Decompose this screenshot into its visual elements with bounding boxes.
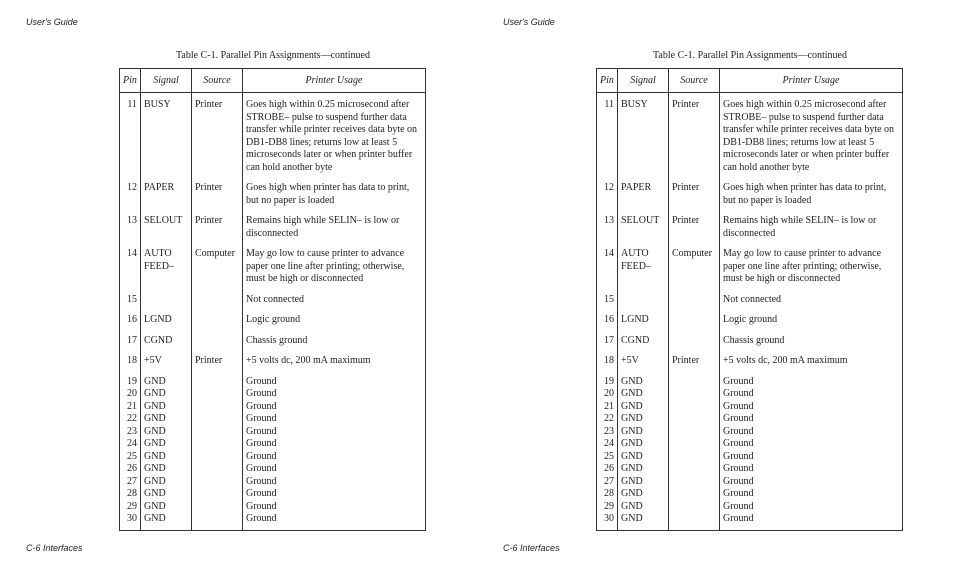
table-row <box>120 463 426 476</box>
cell-usage: Not connected <box>246 293 305 305</box>
cell-usage: +5 volts dc, 200 mA maximum <box>246 355 371 366</box>
cell-source <box>192 488 243 501</box>
cell-signal: GND <box>618 413 669 426</box>
table-row <box>120 294 426 315</box>
table-row <box>120 388 426 401</box>
cell-usage: Ground <box>246 450 277 462</box>
right-page <box>477 0 954 580</box>
cell-pin: 16 <box>597 314 618 335</box>
table-caption: Table C-1. Parallel Pin Assignments—continued <box>176 50 370 61</box>
cell-signal: GND <box>141 513 192 530</box>
table-header-row <box>597 69 903 93</box>
cell-signal: +5V <box>141 355 192 376</box>
table-row <box>597 182 903 215</box>
cell-source: Computer <box>669 248 720 294</box>
cell-signal: CGND <box>141 335 192 356</box>
cell-pin: 18 <box>120 355 141 376</box>
cell-pin: 12 <box>120 182 141 215</box>
cell-signal: +5V <box>618 355 669 376</box>
cell-signal: GND <box>618 476 669 489</box>
cell-usage: Not connected <box>723 293 782 305</box>
table-row <box>597 413 903 426</box>
cell-usage: Ground <box>246 413 277 424</box>
cell-source <box>669 426 720 439</box>
cell-source <box>192 335 243 356</box>
column-header-pin: Pin <box>120 69 141 93</box>
cell-pin: 25 <box>597 451 618 464</box>
table-caption: Table C-1. Parallel Pin Assignments—continued <box>653 50 847 61</box>
cell-source <box>192 463 243 476</box>
cell-signal: CGND <box>618 335 669 356</box>
cell-pin: 20 <box>120 388 141 401</box>
cell-signal: GND <box>618 488 669 501</box>
cell-usage: Ground <box>246 425 277 437</box>
cell-source <box>192 314 243 335</box>
cell-usage: Ground <box>723 475 754 487</box>
cell-pin: 14 <box>597 248 618 294</box>
cell-pin: 16 <box>120 314 141 335</box>
table-row <box>120 335 426 356</box>
cell-source <box>192 426 243 439</box>
cell-usage: May go low to cause printer to advance paper one line after printing; otherwise, must be high or disconnected <box>723 248 882 284</box>
cell-pin: 19 <box>120 376 141 389</box>
table-row <box>597 355 903 376</box>
cell-pin: 22 <box>120 413 141 426</box>
table-row <box>597 463 903 476</box>
cell-usage: Logic ground <box>723 314 778 325</box>
table-row <box>120 426 426 439</box>
cell-pin: 22 <box>597 413 618 426</box>
cell-pin: 11 <box>120 93 141 183</box>
cell-source <box>192 413 243 426</box>
cell-pin: 23 <box>120 426 141 439</box>
cell-pin: 24 <box>597 438 618 451</box>
table-row <box>597 426 903 439</box>
table-row <box>120 93 426 183</box>
cell-pin: 26 <box>597 463 618 476</box>
table-row <box>120 248 426 294</box>
cell-signal: BUSY <box>618 93 669 183</box>
cell-source <box>669 501 720 514</box>
cell-usage: Ground <box>246 388 277 399</box>
table-row <box>120 488 426 501</box>
table-row <box>120 438 426 451</box>
table-row <box>120 314 426 335</box>
cell-usage: Ground <box>246 375 277 387</box>
cell-signal: GND <box>618 451 669 464</box>
cell-signal: LGND <box>618 314 669 335</box>
cell-signal: GND <box>141 438 192 451</box>
cell-source <box>669 388 720 401</box>
page-header: User's Guide <box>503 17 555 27</box>
cell-usage: May go low to cause printer to advance paper one line after printing; otherwise, must be high or disconnected <box>246 248 405 284</box>
cell-signal: GND <box>141 488 192 501</box>
cell-usage: Chassis ground <box>723 334 785 346</box>
table-row <box>597 401 903 414</box>
cell-source: Printer <box>669 93 720 183</box>
cell-source: Printer <box>192 215 243 248</box>
cell-usage: Ground <box>723 425 754 437</box>
table-row <box>120 355 426 376</box>
table-row <box>597 501 903 514</box>
column-header-source: Source <box>192 69 243 93</box>
cell-usage: Ground <box>723 438 754 449</box>
cell-source <box>669 335 720 356</box>
table-row <box>597 451 903 464</box>
cell-source <box>669 438 720 451</box>
cell-signal: GND <box>618 388 669 401</box>
table-row <box>597 476 903 489</box>
cell-signal: GND <box>141 501 192 514</box>
cell-pin: 11 <box>597 93 618 183</box>
table-row <box>597 388 903 401</box>
cell-pin: 26 <box>120 463 141 476</box>
cell-usage: Ground <box>723 500 754 512</box>
cell-source <box>192 376 243 389</box>
cell-usage: Ground <box>246 513 277 524</box>
table-body <box>597 93 903 531</box>
cell-signal: GND <box>618 438 669 451</box>
cell-usage: Ground <box>246 400 277 412</box>
cell-usage: Remains high while SELIN– is low or disconnected <box>246 215 400 239</box>
cell-usage: Ground <box>723 400 754 412</box>
cell-source <box>192 513 243 530</box>
cell-pin: 20 <box>597 388 618 401</box>
cell-pin: 24 <box>120 438 141 451</box>
cell-source <box>669 476 720 489</box>
cell-signal: AUTO FEED– <box>141 248 192 294</box>
cell-pin: 19 <box>597 376 618 389</box>
cell-source <box>669 314 720 335</box>
cell-usage: Goes high within 0.25 microsecond after STROBE– pulse to suspend further data transfer while printer receives data byte on DB1-DB8 lines; returns low at least 5 microseconds later or when printer buffer can hold another byte <box>723 99 895 173</box>
cell-source <box>669 401 720 414</box>
cell-source: Printer <box>669 182 720 215</box>
cell-source: Printer <box>669 355 720 376</box>
cell-source <box>192 438 243 451</box>
cell-signal: SELOUT <box>618 215 669 248</box>
column-header-usage: Printer Usage <box>720 69 903 93</box>
cell-signal: GND <box>618 401 669 414</box>
cell-pin: 18 <box>597 355 618 376</box>
cell-source <box>669 413 720 426</box>
column-header-source: Source <box>669 69 720 93</box>
cell-pin: 17 <box>597 335 618 356</box>
cell-pin: 29 <box>597 501 618 514</box>
table-row <box>120 376 426 389</box>
table-row <box>597 314 903 335</box>
cell-source <box>669 513 720 530</box>
cell-source <box>669 294 720 315</box>
cell-signal <box>618 294 669 315</box>
table-row <box>597 513 903 530</box>
cell-source <box>192 401 243 414</box>
cell-usage: +5 volts dc, 200 mA maximum <box>723 355 848 366</box>
cell-pin: 13 <box>597 215 618 248</box>
cell-signal: SELOUT <box>141 215 192 248</box>
cell-signal: GND <box>141 476 192 489</box>
table-row <box>597 488 903 501</box>
cell-usage: Ground <box>723 450 754 462</box>
pin-table <box>119 68 426 531</box>
cell-pin: 23 <box>597 426 618 439</box>
cell-usage: Goes high when printer has data to print, but no paper is loaded <box>246 182 410 206</box>
cell-usage: Chassis ground <box>246 334 308 346</box>
cell-pin: 25 <box>120 451 141 464</box>
cell-source <box>669 451 720 464</box>
cell-source <box>192 476 243 489</box>
cell-usage: Ground <box>246 475 277 487</box>
cell-usage: Ground <box>723 488 754 499</box>
cell-usage: Ground <box>723 388 754 399</box>
cell-pin: 21 <box>597 401 618 414</box>
cell-usage: Remains high while SELIN– is low or disconnected <box>723 215 877 239</box>
table-row <box>120 215 426 248</box>
table-row <box>120 413 426 426</box>
cell-pin: 28 <box>597 488 618 501</box>
table-row <box>597 93 903 183</box>
table-row <box>597 248 903 294</box>
cell-usage: Ground <box>246 500 277 512</box>
cell-pin: 29 <box>120 501 141 514</box>
cell-source: Printer <box>669 215 720 248</box>
cell-source: Printer <box>192 182 243 215</box>
cell-usage: Ground <box>246 438 277 449</box>
cell-pin: 13 <box>120 215 141 248</box>
cell-pin: 21 <box>120 401 141 414</box>
cell-signal: GND <box>618 463 669 476</box>
cell-signal: GND <box>141 388 192 401</box>
cell-source <box>192 451 243 464</box>
pin-table <box>596 68 903 531</box>
table-row <box>120 451 426 464</box>
cell-pin: 15 <box>120 294 141 315</box>
cell-usage: Ground <box>246 488 277 499</box>
table-row <box>597 376 903 389</box>
column-header-usage: Printer Usage <box>243 69 426 93</box>
cell-signal: GND <box>618 376 669 389</box>
cell-usage: Logic ground <box>246 314 301 325</box>
cell-source <box>192 294 243 315</box>
column-header-pin: Pin <box>597 69 618 93</box>
cell-source <box>669 488 720 501</box>
table-row <box>120 182 426 215</box>
cell-source <box>669 463 720 476</box>
cell-signal: GND <box>141 463 192 476</box>
cell-pin: 12 <box>597 182 618 215</box>
cell-pin: 27 <box>597 476 618 489</box>
cell-signal: AUTO FEED– <box>618 248 669 294</box>
cell-pin: 28 <box>120 488 141 501</box>
cell-signal: GND <box>618 513 669 530</box>
cell-signal <box>141 294 192 315</box>
cell-pin: 30 <box>120 513 141 530</box>
cell-signal: PAPER <box>141 182 192 215</box>
cell-signal: LGND <box>141 314 192 335</box>
cell-source: Printer <box>192 93 243 183</box>
cell-signal: GND <box>141 426 192 439</box>
cell-pin: 14 <box>120 248 141 294</box>
cell-signal: BUSY <box>141 93 192 183</box>
cell-source <box>669 376 720 389</box>
page-footer: C-6 Interfaces <box>26 543 83 553</box>
cell-pin: 27 <box>120 476 141 489</box>
cell-pin: 15 <box>597 294 618 315</box>
cell-signal: GND <box>141 413 192 426</box>
cell-signal: GND <box>141 376 192 389</box>
table-row <box>597 438 903 451</box>
table-row <box>120 501 426 514</box>
cell-usage: Ground <box>723 375 754 387</box>
table-row <box>597 215 903 248</box>
cell-pin: 17 <box>120 335 141 356</box>
cell-usage: Ground <box>723 463 754 474</box>
cell-pin: 30 <box>597 513 618 530</box>
table-header-row <box>120 69 426 93</box>
cell-source: Computer <box>192 248 243 294</box>
page-footer: C-6 Interfaces <box>503 543 560 553</box>
cell-usage: Goes high when printer has data to print, but no paper is loaded <box>723 182 887 206</box>
table-row <box>120 513 426 530</box>
table-row <box>120 476 426 489</box>
table-row <box>597 294 903 315</box>
cell-usage: Ground <box>246 463 277 474</box>
cell-source <box>192 388 243 401</box>
cell-usage: Ground <box>723 513 754 524</box>
page-header: User's Guide <box>26 17 78 27</box>
column-header-signal: Signal <box>141 69 192 93</box>
cell-signal: GND <box>618 426 669 439</box>
cell-source: Printer <box>192 355 243 376</box>
cell-usage: Ground <box>723 413 754 424</box>
table-body <box>120 93 426 531</box>
table-row <box>597 335 903 356</box>
table-row <box>120 401 426 414</box>
cell-signal: GND <box>141 451 192 464</box>
cell-signal: PAPER <box>618 182 669 215</box>
cell-signal: GND <box>618 501 669 514</box>
cell-signal: GND <box>141 401 192 414</box>
column-header-signal: Signal <box>618 69 669 93</box>
cell-source <box>192 501 243 514</box>
cell-usage: Goes high within 0.25 microsecond after STROBE– pulse to suspend further data transfer while printer receives data byte on DB1-DB8 lines; returns low at least 5 microseconds later or when printer buffer can hold another byte <box>246 99 418 173</box>
